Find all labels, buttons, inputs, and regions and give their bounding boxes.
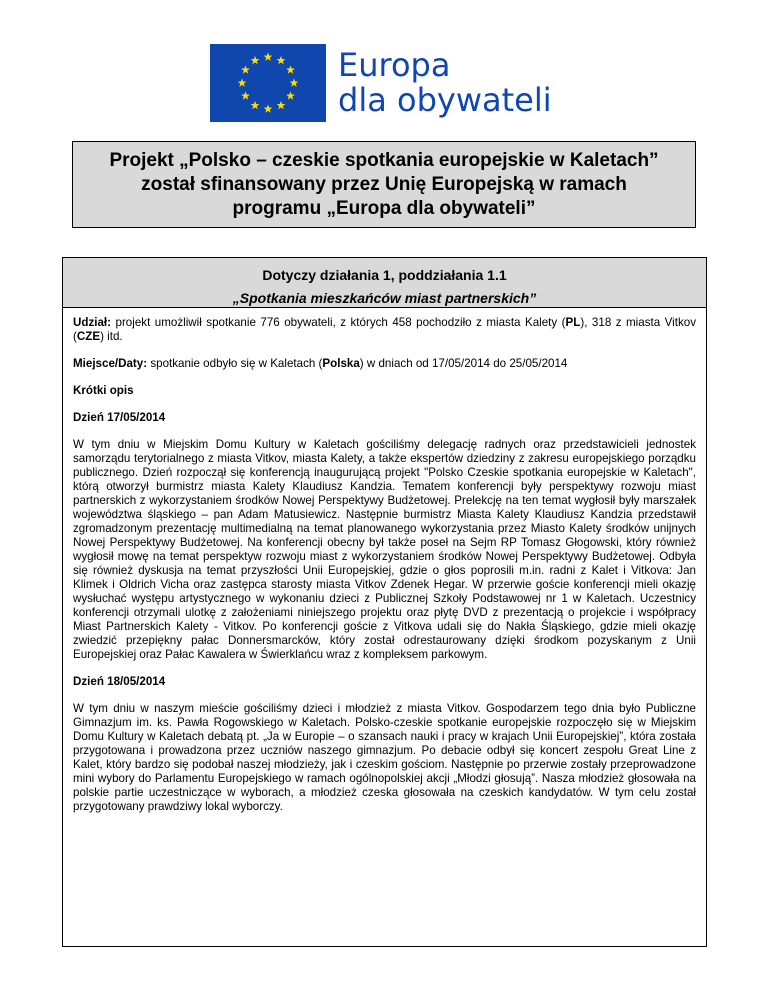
miejsce-country: Polska [322,357,360,370]
eu-star-icon [286,91,295,99]
action-subheading: „Spotkania mieszkańców miast partnerskich” [232,290,537,306]
eu-star-icon [264,52,273,60]
title-line-2: został sfinansowany przez Unię Europejską w ramach [141,173,627,195]
eu-star-icon [251,101,260,109]
report-header [63,258,706,308]
miejsce-text-1: spotkanie odbyło się w Kaletach ( [147,357,323,370]
eu-star-icon [251,56,260,64]
eu-star-icon [238,78,247,86]
country-code-pl: PL [565,316,581,329]
udzial-text-2: ), 318 z miasta Vitkov ( [73,316,696,343]
eu-star-icon [241,91,250,99]
eu-star-icon [277,101,286,109]
eu-star-icon [241,65,250,73]
project-title [109,149,658,221]
country-code-cze: CZE [76,330,101,343]
title-line-3: programu „Europa dla obywateli” [232,197,536,219]
udzial-text-3: ) itd. [100,330,123,343]
day1-heading: Dzień 17/05/2014 [73,411,166,424]
logo-line-2: dla obywateli [338,81,552,119]
eu-flag-icon [210,44,326,122]
udzial-label: Udział: [73,316,112,329]
krotki-opis-heading: Krótki opis [73,384,134,397]
action-heading: Dotyczy działania 1, poddziałania 1.1 [262,267,507,283]
eu-star-icon [264,104,273,112]
eu-star-icon [286,65,295,73]
title-line-1: Projekt „Polsko – czeskie spotkania europejskie w Kaletach” [109,149,659,171]
udzial-paragraph [73,316,696,344]
eu-star-icon [290,78,299,86]
europa-dla-obywateli-logo [210,44,550,124]
day2-text: W tym dniu w naszym mieście gościliśmy dzieci i młodzież z miasta Vitkov. Gospodarzem tego dnia było Publiczne Gimnazjum im. ks. Pawła Rogowskiego w Kaletach. Polsko-czeskie spotkanie europejskie rozpoczęło się w Miejskim Domu Kultury w Kaletach debatą pt. „Ja w Europie – o szansach nauki i pracy w krajach Unii Europejskiej”, która została przygotowana i prowadzona przez uczniów naszego gimnazjum. Po debacie odbył się koncert zespołu Great Line z Kalet, który bardzo się podobał naszej młodzieży, jak i czeskim gościom. Następnie po przerwie zostały przeprowadzone mini wybory do Parlamentu Europejskiego w ramach ogólnopolskiej akcji „Młodzi głosują”. Nasza młodzież głosowała na polskie partie uczestniczące w wyborach, a młodzież czeska głosowała na czeskich kandydatów. W tym celu został przygotowany prawdziwy lokal wyborczy. [73,702,696,813]
eu-star-icon [277,56,286,64]
udzial-text-1: projekt umożliwił spotkanie 776 obywateli, z których 458 pochodziło z miasta Kalety ( [111,316,566,329]
miejsce-text-2: ) w dniach od 17/05/2014 do 25/05/2014 [359,357,568,370]
report-table [62,257,707,947]
project-title-box [72,141,696,228]
logo-text [338,48,552,118]
day2-heading: Dzień 18/05/2014 [73,675,166,688]
report-content [63,308,706,814]
miejsce-paragraph [73,357,696,371]
miejsce-label: Miejsce/Daty: [73,357,148,370]
logo-line-1: Europa [338,46,451,84]
day1-text: W tym dniu w Miejskim Domu Kultury w Kaletach gościliśmy delegację radnych oraz przedstawicieli jednostek samorządu terytorialnego z miasta Vitkov, miasta Kalety, a także ekspertów dziedziny z zakresu europejskiego porządku publicznego. Dzień rozpoczął się konferencją inaugurującą projekt "Polsko Czeskie spotkania europejskie w Kaletach", którą otworzył burmistrz miasta Kalety Klaudiusz Kandzia. Tematem konferencji były perspektywy rozwoju miast partnerskich z wykorzystaniem środków Nowej Perspektywy Budżetowej. Prelekcję na ten temat wygłosił były marszałek województwa śląskiego – pan Adam Matusiewicz. Następnie burmistrz Miasta Kalety Klaudiusz Kandzia przedstawił zgromadzonym prezentację multimedialną na temat planowanego wykorzystania przez Miasto Kalety środków unijnych Nowej Perspektywy Budżetowej. Na konferencji obecny był także poseł na Sejm RP Tomasz Głogowski, który również wygłosił mowę na temat perspektyw rozwoju miast z wykorzystaniem środków Nowej Perspektywy Budżetowej. Odbyła się również dyskusja na temat przyszłości Unii Europejskiej, gdzie o głos poprosili m.in. radni z Kalet i Vitkova: Jan Klimek i Oldrich Vicha oraz zastępca starosty miasta Vitkov Zdenek Hegar. W przerwie goście konferencji mieli okazję wysłuchać występu artystycznego w wykonaniu dzieci z Publicznej Szkoły Podstawowej nr 1 w Kaletach. Uczestnicy konferencji otrzymali ulotkę z założeniami niniejszego projektu oraz płytę DVD z prezentacją o projekcie i współpracy Miast Partnerskich Kalety - Vitkov. Po konferencji goście z Vitkova udali się do Nakła Śląskiego, gdzie mieli okazję zwiedzić przepiękny pałac Donnersmarcków, który został odrestaurowany dzięki środkom pozyskanym z Unii Europejskiej oraz Pałac Kawalera w Świerklańcu wraz z kompleksem parkowym. [73,438,696,661]
